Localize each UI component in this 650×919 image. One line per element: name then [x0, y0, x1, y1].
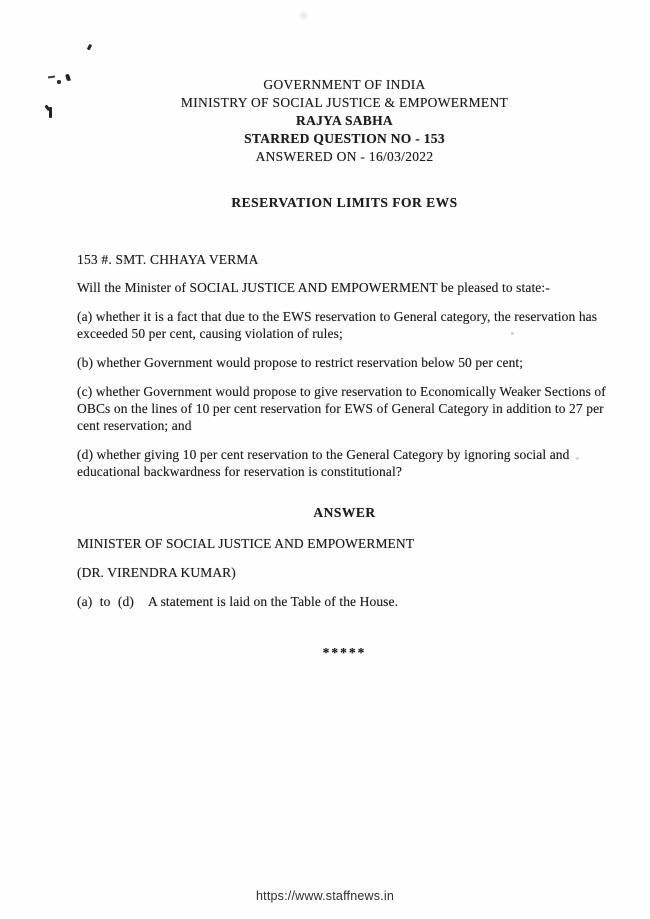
document-content [77, 76, 612, 661]
end-of-document-marks: ***** [322, 645, 367, 660]
header-question-no-line: STARRED QUESTION NO - 153 [244, 131, 445, 146]
question-part-b: (b) whether Government would propose to restrict reservation below 50 per cent; [77, 355, 524, 370]
answer-statement-line [77, 593, 612, 610]
document-title: RESERVATION LIMITS FOR EWS [231, 195, 458, 210]
header-house-line: RAJYA SABHA [296, 113, 393, 128]
answer-minister-name: (DR. VIRENDRA KUMAR) [77, 565, 236, 580]
ink-speck [65, 74, 71, 82]
question-part-a: (a) whether it is a fact that due to the EWS reservation to General category, the reservation has exceeded 50 per cent, causing violation of rules; [77, 309, 598, 341]
question-section [77, 251, 612, 480]
ink-speck [87, 44, 92, 50]
ink-speck [300, 12, 307, 19]
answer-minister-title: MINISTER OF SOCIAL JUSTICE AND EMPOWERMENT [77, 536, 415, 551]
header-answered-on-line: ANSWERED ON - 16/03/2022 [255, 149, 434, 164]
answer-statement-text: A statement is laid on the Table of the House. [147, 594, 399, 609]
source-url-watermark: https://www.staffnews.in [256, 889, 394, 903]
question-intro: Will the Minister of SOCIAL JUSTICE AND EMPOWERMENT be pleased to state:- [77, 280, 550, 295]
ink-speck-stroke [44, 105, 50, 111]
answer-heading: ANSWER [313, 505, 376, 520]
answer-section [77, 504, 612, 661]
question-part-d: (d) whether giving 10 per cent reservation to the General Category by ignoring social and educational backwardness for reservation is constitutional? [77, 447, 570, 479]
question-part-c: (c) whether Government would propose to give reservation to Economically Weaker Sections of OBCs on the lines of 10 per cent reservation for EWS of General Category in addition to 27 per cent reservation; and [77, 384, 606, 433]
header-ministry-line: MINISTRY OF SOCIAL JUSTICE & EMPOWERMENT [180, 95, 509, 110]
answer-range-label: (a) to (d) [77, 594, 134, 609]
document-header [77, 76, 612, 166]
ink-speck [46, 105, 54, 118]
ink-speck [57, 80, 61, 84]
question-member-line: 153 #. SMT. CHHAYA VERMA [77, 252, 259, 267]
header-government-line: GOVERNMENT OF INDIA [263, 77, 426, 92]
ink-speck [48, 76, 55, 79]
